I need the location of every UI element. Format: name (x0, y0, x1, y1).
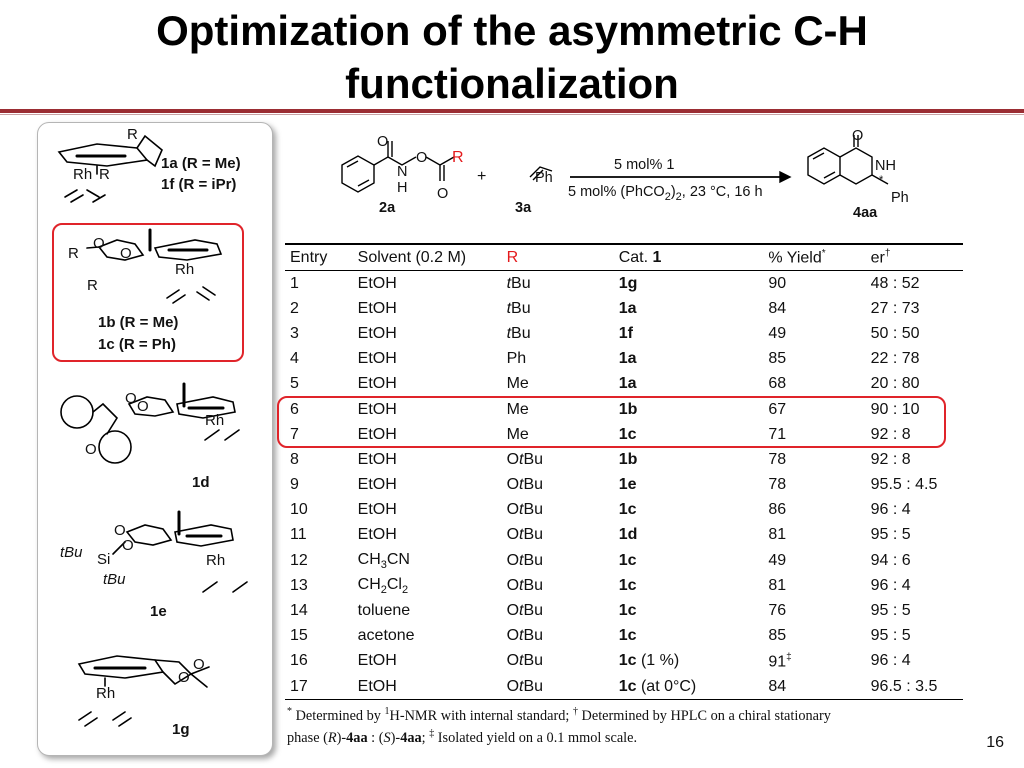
cell-r: tBu (506, 274, 531, 292)
cell-er: 95.5 : 4.5 (870, 476, 938, 494)
table-row (285, 523, 963, 548)
footnote (287, 703, 967, 747)
cell-er: 96.5 : 3.5 (871, 674, 963, 700)
scheme-product-Ph: Ph (891, 190, 909, 206)
page-number: 16 (986, 734, 1004, 751)
table-header-row (285, 244, 963, 271)
scheme-O-top: O (377, 134, 389, 150)
cell-solvent: EtOH (357, 375, 397, 393)
cell-catalyst: 1a (618, 375, 637, 393)
scheme-condition-top (614, 157, 674, 173)
catalyst-1f-label: 1f (R = iPr) (161, 176, 237, 193)
cell-solvent: EtOH (357, 450, 397, 468)
table-row (285, 271, 963, 297)
cell-er: 96 : 4 (870, 576, 911, 594)
table-row (285, 473, 963, 498)
table-row (285, 347, 963, 372)
cell-yield: 91‡ (768, 651, 792, 671)
cell-catalyst: 1a (618, 350, 637, 368)
cell-solvent: EtOH (357, 350, 397, 368)
cell-catalyst: 1c (618, 551, 637, 569)
catalyst-1a-label: 1a (R = Me) (161, 155, 241, 172)
cell-er: 96 : 4 (870, 652, 911, 670)
cell-yield: 49 (768, 324, 787, 342)
catalyst-1a-R2: R (99, 166, 110, 183)
cell-r: OtBu (506, 526, 544, 544)
cell-catalyst: 1g (618, 274, 638, 292)
cell-er: 92 : 8 (870, 425, 911, 443)
cell-er: 95 : 5 (870, 602, 911, 620)
cell-yield: 78 (768, 476, 787, 494)
header-r: R (507, 244, 619, 271)
cell-catalyst: 1e (618, 476, 637, 494)
cell-r: OtBu (506, 476, 544, 494)
catalyst-1b-O1: O (93, 235, 105, 252)
catalyst-1g-O1: O (193, 656, 205, 673)
cell-r: Me (506, 400, 529, 418)
header-entry: Entry (285, 244, 358, 271)
table-row (285, 573, 963, 598)
cell-entry: 6 (290, 400, 299, 418)
cell-yield: 71 (768, 425, 787, 443)
cell-er: 20 : 80 (870, 375, 920, 393)
cell-r: OtBu (506, 652, 544, 670)
catalyst-1b-R2: R (87, 277, 98, 294)
slide-title-line2: functionalization (345, 60, 679, 107)
cell-catalyst: 1b (618, 450, 638, 468)
cell-entry: 2 (290, 299, 299, 317)
cell-solvent: EtOH (357, 652, 397, 670)
cell-entry: 1 (290, 274, 299, 292)
catalyst-1e-label: 1e (150, 603, 167, 620)
cell-yield: 67 (768, 400, 787, 418)
table-row (285, 447, 963, 472)
cell-entry: 7 (290, 425, 299, 443)
cell-entry: 10 (290, 501, 308, 519)
cell-catalyst: 1a (618, 299, 637, 317)
cell-solvent: EtOH (357, 400, 397, 418)
cell-catalyst: 1c (618, 576, 637, 594)
cell-entry: 12 (290, 551, 308, 569)
cell-yield: 81 (768, 576, 787, 594)
slide-title-line1: Optimization of the asymmetric C-H (156, 7, 868, 54)
header-solvent: Solvent (0.2 M) (358, 244, 507, 271)
cell-solvent: EtOH (357, 299, 397, 317)
cell-yield: 81 (768, 526, 787, 544)
cell-catalyst: 1c (1 %) (618, 652, 680, 670)
rows-highlight-box (277, 396, 946, 448)
cell-entry: 14 (290, 602, 308, 620)
cell-er: 96 : 4 (870, 501, 911, 519)
cell-yield: 78 (768, 450, 787, 468)
catalyst-1g-label: 1g (172, 721, 190, 738)
catalyst-1b-O2: O (120, 245, 132, 262)
table-row (285, 548, 963, 573)
cell-entry: 11 (290, 526, 307, 544)
results-table (285, 243, 963, 700)
table-row (285, 498, 963, 523)
table-row (285, 321, 963, 346)
catalyst-1a-Rh: Rh (73, 166, 93, 183)
cell-catalyst: 1d (618, 526, 638, 544)
catalyst-1d-O1: O (125, 390, 137, 407)
cell-er: 92 : 8 (870, 450, 911, 468)
scheme-N: N (397, 164, 408, 180)
cell-solvent: EtOH (357, 476, 397, 494)
table-row (285, 649, 963, 674)
catalyst-1e-O2: O (122, 537, 134, 554)
scheme-plus: + (477, 168, 487, 185)
cell-entry: 8 (290, 450, 299, 468)
cell-yield: 76 (768, 602, 787, 620)
catalyst-1g-O2: O (178, 669, 190, 686)
catalyst-1b-Rh: Rh (175, 261, 195, 278)
title-rule (0, 109, 1024, 113)
catalyst-1g-Rh: Rh (96, 685, 116, 702)
cell-catalyst: 1c (618, 425, 637, 443)
cell-r: Me (506, 375, 529, 393)
cell-solvent: EtOH (357, 425, 397, 443)
catalyst-1e-Si: Si (97, 551, 111, 568)
catalyst-1e-O1: O (114, 522, 126, 539)
cell-r: OtBu (507, 674, 619, 700)
cell-er: 90 : 10 (870, 400, 920, 418)
catalyst-1d-label: 1d (192, 474, 210, 491)
cell-r: OtBu (506, 602, 544, 620)
cell-entry: 13 (290, 576, 308, 594)
catalyst-1e-tBu1: tBu (60, 544, 83, 561)
table-row (285, 598, 963, 623)
scheme-product-O: O (852, 128, 864, 144)
scheme-styrene-Ph: Ph (535, 170, 553, 186)
cell-r: OtBu (506, 501, 544, 519)
catalyst-highlight-box (52, 223, 244, 362)
cell-entry: 9 (290, 476, 299, 494)
cell-solvent: EtOH (357, 526, 397, 544)
scheme-product-NH: NH (875, 158, 896, 174)
table-row (285, 674, 963, 700)
scheme-product-star: * (879, 174, 884, 186)
cell-yield: 86 (768, 501, 787, 519)
condition1-text: 5 mol% 1 (614, 157, 675, 173)
cell-r: Me (506, 425, 529, 443)
scheme-3a: 3a (515, 200, 532, 216)
cell-solvent: EtOH (357, 324, 397, 342)
cell-entry: 4 (290, 350, 299, 368)
cell-yield: 84 (768, 674, 870, 700)
cell-er: 48 : 52 (870, 274, 920, 292)
cell-solvent: $CH_2Cl_2$ (357, 575, 409, 596)
cell-entry: 5 (290, 375, 299, 393)
cell-catalyst: 1b (618, 400, 638, 418)
header-catalyst: Cat. 1 (619, 244, 769, 271)
table-row (285, 372, 963, 397)
catalyst-structures (37, 122, 271, 754)
scheme-O-bottom: O (437, 186, 449, 202)
header-er: er† (871, 244, 963, 271)
cell-r: OtBu (506, 627, 544, 645)
cell-catalyst: 1f (618, 324, 633, 342)
footnote-line1: * Determined by $^1$H-NMR with internal standard; † Determined by HPLC on a chiral stationary (287, 706, 831, 724)
cell-catalyst: 1c (618, 602, 637, 620)
catalyst-1e-Rh: Rh (206, 552, 226, 569)
catalyst-1b-R: R (68, 245, 79, 262)
scheme-condition-bottom: 5 mol% $(PhCO_2)_2$, 23 °C, 16 h (568, 184, 763, 203)
table-row (285, 624, 963, 649)
reaction-scheme (322, 125, 942, 225)
footnote-line2: phase (R)-4aa : (S)-4aa; ‡ Isolated yield on a 0.1 mmol scale. (287, 727, 638, 746)
catalyst-1c-label: 1c (R = Ph) (98, 336, 176, 353)
cell-r: OtBu (506, 450, 544, 468)
title-rule-shadow (0, 114, 1024, 115)
cell-yield: 84 (768, 299, 787, 317)
cell-er: 95 : 5 (870, 627, 911, 645)
cell-yield: 85 (768, 350, 787, 368)
table-body (285, 271, 963, 700)
cell-solvent: acetone (357, 627, 415, 645)
cell-yield: 49 (768, 551, 787, 569)
cell-r: tBu (506, 299, 531, 317)
scheme-2a: 2a (379, 200, 396, 216)
scheme-R: R (452, 149, 464, 166)
cell-er: 27 : 73 (870, 299, 920, 317)
cell-yield: 68 (768, 375, 787, 393)
cell-solvent: $CH_3CN$ (357, 550, 410, 571)
cell-solvent: EtOH (358, 674, 507, 700)
cell-r: Ph (506, 350, 527, 368)
scheme-4aa: 4aa (853, 205, 878, 221)
cell-r: OtBu (506, 576, 544, 594)
scheme-O-mid: O (416, 150, 428, 166)
catalyst-1d-O2: O (137, 398, 149, 415)
catalyst-1d-O3: O (85, 441, 97, 458)
cell-yield: 90 (768, 274, 787, 292)
cell-catalyst: 1c (at 0°C) (619, 674, 769, 700)
cell-er: 95 : 5 (870, 526, 911, 544)
cell-yield: 85 (768, 627, 787, 645)
header-yield: % Yield* (768, 244, 870, 271)
cell-r: OtBu (506, 551, 544, 569)
catalyst-1e-tBu2: tBu (103, 571, 126, 588)
cell-entry: 17 (285, 674, 358, 700)
cell-entry: 15 (290, 627, 308, 645)
scheme-H: H (397, 180, 408, 196)
catalyst-1d-Rh: Rh (205, 412, 225, 429)
catalyst-1a-R: R (127, 126, 138, 143)
cell-er: 50 : 50 (870, 324, 920, 342)
cell-solvent: toluene (357, 602, 411, 620)
cell-er: 94 : 6 (870, 551, 911, 569)
cell-solvent: EtOH (357, 274, 397, 292)
cell-r: tBu (506, 324, 531, 342)
catalyst-1b-label: 1b (R = Me) (98, 314, 179, 331)
cell-er: 22 : 78 (870, 350, 920, 368)
cell-entry: 16 (290, 652, 308, 670)
cell-catalyst: 1c (618, 627, 637, 645)
slide-title (0, 4, 1024, 110)
cell-solvent: EtOH (357, 501, 397, 519)
cell-entry: 3 (290, 324, 299, 342)
table-row (285, 296, 963, 321)
cell-catalyst: 1c (618, 501, 637, 519)
